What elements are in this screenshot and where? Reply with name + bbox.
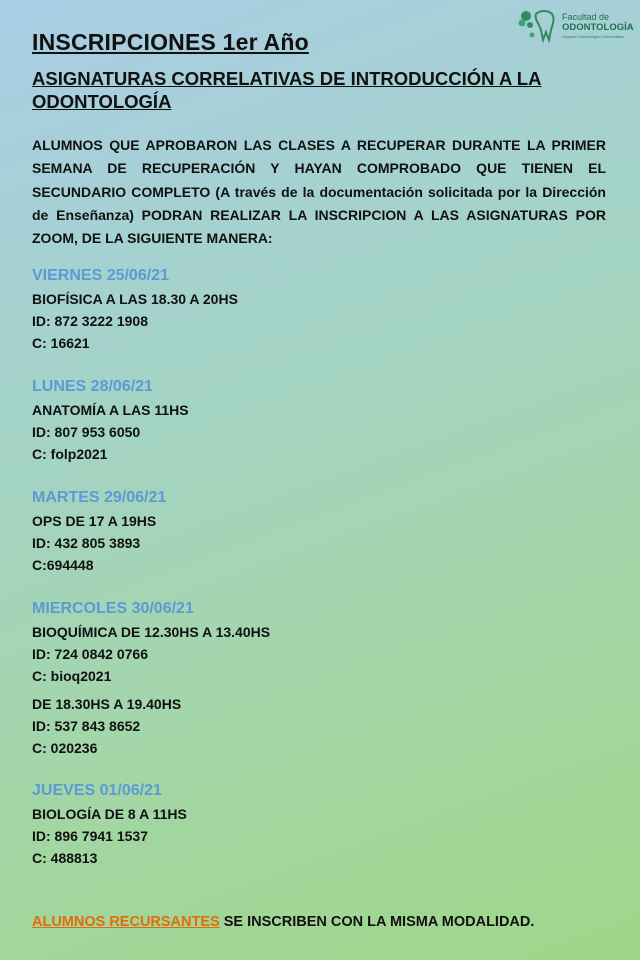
schedule-block-viernes bbox=[32, 265, 592, 354]
schedule-zoom-id: ID: 537 843 8652 bbox=[32, 718, 141, 734]
schedule-block-lunes bbox=[32, 376, 592, 465]
schedule-zoom-code: C: 488813 bbox=[32, 850, 98, 866]
schedule-block-martes bbox=[32, 487, 592, 576]
schedule-zoom-id: ID: 807 953 6050 bbox=[32, 424, 141, 440]
schedule-date: JUEVES 01/06/21 bbox=[32, 782, 162, 799]
logo-line-2: ODONTOLOGÍA bbox=[562, 22, 634, 33]
schedule-subject: BIOFÍSICA A LAS 18.30 A 20HS bbox=[32, 291, 238, 307]
schedule-subject: ANATOMÍA A LAS 11HS bbox=[32, 402, 189, 418]
faculty-logo bbox=[518, 8, 636, 44]
schedule-block-miercoles bbox=[32, 598, 592, 759]
schedule-block-jueves bbox=[32, 780, 592, 869]
schedule-subject: DE 18.30HS A 19.40HS bbox=[32, 696, 182, 712]
schedule-zoom-id: ID: 432 805 3893 bbox=[32, 535, 141, 551]
schedule-subject: OPS DE 17 A 19HS bbox=[32, 513, 157, 529]
schedule-zoom-code: C: bioq2021 bbox=[32, 668, 112, 684]
footer-highlight: ALUMNOS RECURSANTES bbox=[32, 914, 220, 930]
schedule-subject: BIOLOGÍA DE 8 A 11HS bbox=[32, 806, 187, 822]
intro-paragraph: ALUMNOS QUE APROBARON LAS CLASES A RECUPERAR DURANTE LA PRIMER SEMANA DE RECUPERACIÓN Y HAYAN COMPROBADO QUE TIENEN EL SECUNDARIO COMPLETO (A través de la documentación solicitada por la Dirección de Enseñanza) PODRAN REALIZAR LA INSCRIPCION A LAS ASIGNATURAS POR ZOOM, DE LA SIGUIENTE MANERA: bbox=[32, 137, 606, 247]
schedule-zoom-id: ID: 724 0842 0766 bbox=[32, 646, 148, 662]
page-subtitle: ASIGNATURAS CORRELATIVAS DE INTRODUCCIÓN A LA ODONTOLOGÍA bbox=[32, 68, 542, 112]
schedule-zoom-id: ID: 872 3222 1908 bbox=[32, 313, 148, 329]
schedule-zoom-code: C: folp2021 bbox=[32, 446, 108, 462]
schedule-subject: BIOQUÍMICA DE 12.30HS A 13.40HS bbox=[32, 624, 271, 640]
schedule-date: VIERNES 25/06/21 bbox=[32, 267, 169, 284]
schedule-date: MIERCOLES 30/06/21 bbox=[32, 600, 194, 617]
schedule-zoom-code: C: 16621 bbox=[32, 335, 90, 351]
logo-line-1: Facultad de bbox=[562, 12, 610, 22]
logo-line-3: Hospital Odontológico Universitario bbox=[562, 34, 625, 39]
footer-text: SE INSCRIBEN CON LA MISMA MODALIDAD. bbox=[219, 914, 535, 930]
schedule-zoom-code: C: 020236 bbox=[32, 740, 98, 756]
footer-note bbox=[32, 914, 534, 930]
schedule-date: LUNES 28/06/21 bbox=[32, 378, 153, 395]
page-title: INSCRIPCIONES 1er Año bbox=[32, 29, 309, 55]
schedule-date: MARTES 29/06/21 bbox=[32, 489, 167, 506]
schedule-zoom-id: ID: 896 7941 1537 bbox=[32, 828, 148, 844]
tooth-logo-icon bbox=[518, 8, 558, 44]
schedule-zoom-code: C:694448 bbox=[32, 557, 94, 573]
